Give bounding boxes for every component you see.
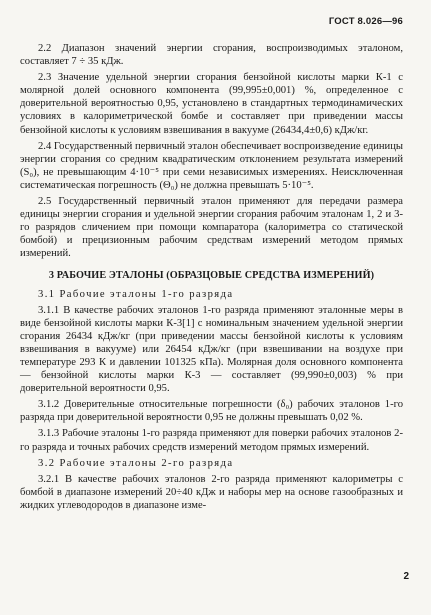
paragraph-2-3: 2.3 Значение удельной энергии сгорания бензойной кислоты марки К-1 с молярной долей основного компонента (99,995±0,001) %, определенное с доверительной вероятностью 0,95, установлено в стандартных термодинамических условиях в калориметрической бомбе и составляет при приведении массы бензойной кислоты к условиям взвешивания в вакууме (26434,4±0,6) кДж/кг. xyxy=(20,72,403,136)
paragraph-2-4: 2.4 Государственный первичный эталон обеспечивает воспроизведение единицы энергии сгорания со средним квадратическим отклонением результата измерений (S₀), не превышающим 4·10⁻⁵ при семи независимых измерениях. Неисключенная систематическая погрешность (Θ₀) не должна превышать 5·10⁻⁵. xyxy=(20,140,403,191)
document-body xyxy=(20,42,403,515)
paragraph-3-1-1: 3.1.1 В качестве рабочих эталонов 1-го разряда применяют эталонные меры в виде бензойной кислоты марки К-3[1] с номинальным значением удельной энергии сгорания 26434 кДж/кг (при приведении массы бензойной кислоты к условиям взвешивания в вакууме) или 26454 кДж/кг (при взвешивании на воздухе при температуре 293 К и давлении 101325 кПа). Молярная доля основного компонента — бензойной кислоты марки К-3 — составляет (99,990±0,003) % при доверительной вероятности 0,95. xyxy=(20,304,403,395)
paragraph-3-1-2: 3.1.2 Доверительные относительные погрешности (δ₀) рабочих эталонов 1-го разряда при доверительной вероятности 0,95 не должны превышать 0,02 %. xyxy=(20,399,403,424)
section-3-heading: 3 РАБОЧИЕ ЭТАЛОНЫ (ОБРАЗЦОВЫЕ СРЕДСТВА ИЗМЕРЕНИЙ) xyxy=(48,269,375,281)
subsection-3-1-heading: 3.1 Рабочие эталоны 1-го разряда xyxy=(38,288,234,300)
paragraph-2-5: 2.5 Государственный первичный эталон применяют для передачи размера единицы энергии сгорания и удельной энергии сгорания рабочим эталонам 1, 2 и 3-го разрядов сличением при помощи компаратора (калориметра со статической бомбой) и прецизионным рабочим средствам измерений методом прямых измерений. xyxy=(20,196,403,260)
paragraph-2-2: 2.2 Диапазон значений энергии сгорания, воспроизводимых эталоном, составляет 7 ÷ 35 кДж. xyxy=(20,43,403,68)
page-number: 2 xyxy=(403,571,409,582)
standard-header: ГОСТ 8.026—96 xyxy=(328,16,403,27)
paragraph-3-1-3: 3.1.3 Рабочие эталоны 1-го разряда применяют для поверки рабочих эталонов 2-го разряда и точных рабочих средств измерений методом прямых измерений. xyxy=(20,428,403,453)
subsection-3-2-heading: 3.2 Рабочие эталоны 2-го разряда xyxy=(38,457,234,469)
paragraph-3-2-1: 3.2.1 В качестве рабочих эталонов 2-го разряда применяют калориметры с бомбой в диапазоне измерений 20÷40 кДж и наборы мер на основе газообразных и жидких углеводородов в диапазоне изме- xyxy=(20,473,403,511)
